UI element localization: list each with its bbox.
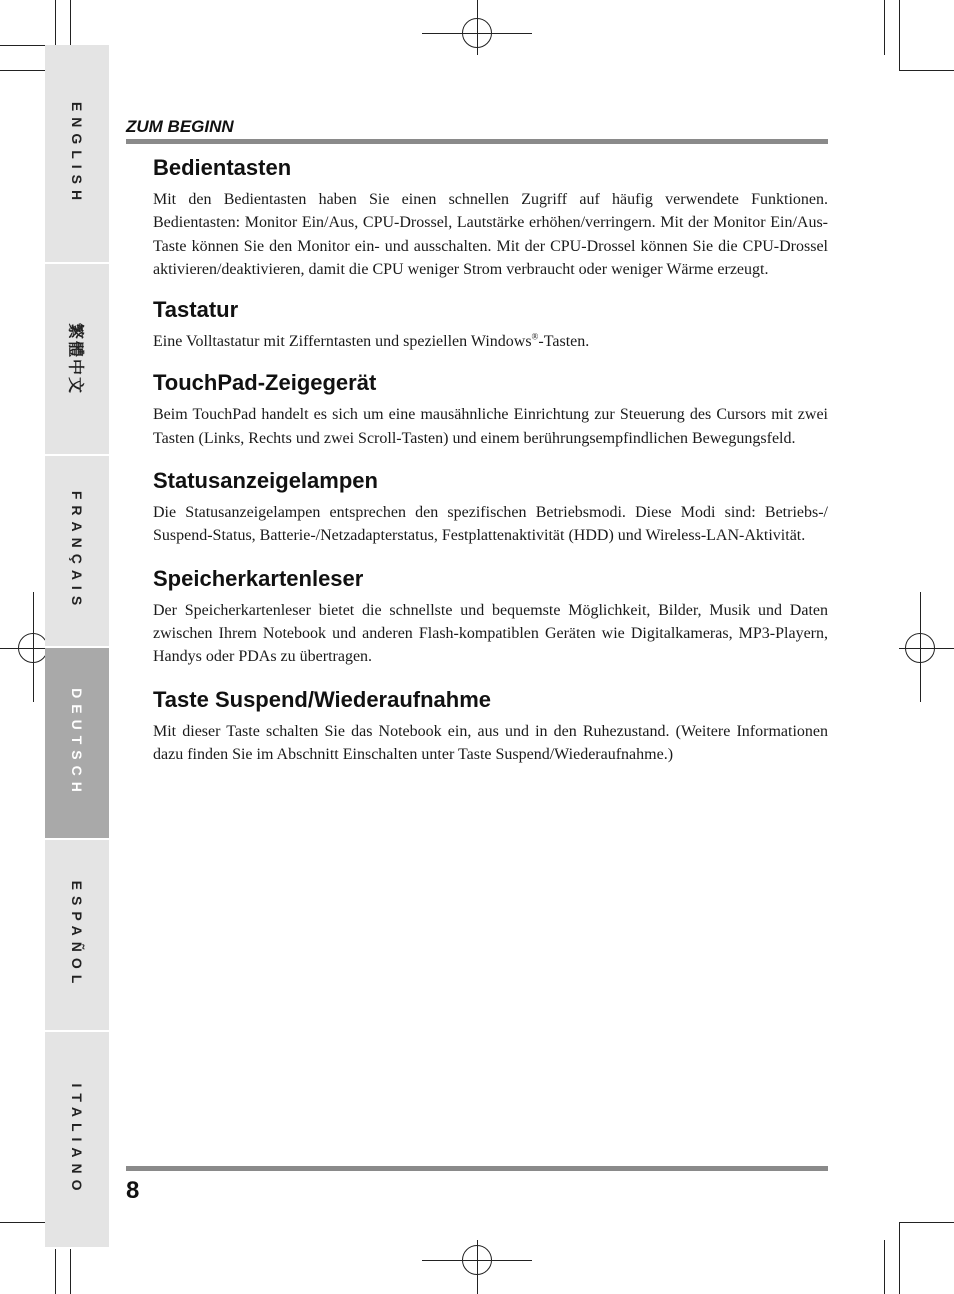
- section-body: Die Statusanzeigelampen entsprechen den spezifischen Betriebsmodi. Diese Modi sind: Betriebs-/ Suspend-Status, Batterie-/Netzadapterstatus, Festplattenaktivität (HDD) und Wireless-LAN-Aktivität.: [153, 504, 828, 545]
- tab-espanol: [45, 840, 109, 1032]
- tab-label: ESPAÑOL: [69, 880, 85, 990]
- section-heading: Speicherkartenleser: [153, 565, 364, 591]
- tab-francais: [45, 456, 109, 648]
- section-body: Der Speicherkartenleser bietet die schnellste und bequemste Möglichkeit, Bilder, Musik und Daten zwischen Ihrem Notebook und anderen Flash-kompatiblen Geräten wie Digitalkameras, MP3-Playern, Handys oder PDAs zu übertragen.: [153, 601, 828, 666]
- body-text: -Tasten.: [538, 333, 590, 351]
- tab-label: FRANÇAIS: [69, 490, 85, 612]
- section-heading: Statusanzeigelampen: [153, 468, 378, 494]
- section-heading: Bedientasten: [153, 155, 292, 180]
- tab-label: 繁體中文: [66, 322, 84, 396]
- section-body: Beim TouchPad handelt es sich um eine mausähnliche Einrichtung zur Steuerung des Cursors mit zwei Tasten (Links, Rechts und zwei Scroll-Tasten) und einem berührungsempfindlichen Bewegungsfeld.: [153, 406, 828, 447]
- section-speicherkartenleser: [153, 563, 828, 669]
- chapter-title: ZUM BEGINN: [126, 117, 234, 136]
- section-body: Mit den Bedientasten haben Sie einen schnellen Zugriff auf häufig verwendete Funktionen. Bedientasten: Monitor Ein/Aus, CPU-Drossel, Lautstärke erhöhen/verringern. Mit der Monitor Ein/Aus-Taste können Sie den Monitor ein- und ausschalten. Mit der CPU-Drossel können Sie die CPU-Drossel aktivieren/deaktivieren, damit die CPU weniger Strom verbraucht oder weniger Wärme erzeugt.: [153, 191, 828, 278]
- tab-label: ENGLISH: [69, 101, 85, 206]
- section-heading: Taste Suspend/Wiederaufnahme: [153, 686, 492, 712]
- language-tabs: [45, 45, 109, 1249]
- section-tastatur: [153, 294, 828, 353]
- section-touchpad: [153, 367, 828, 450]
- tab-traditional-chinese: [45, 264, 109, 456]
- section-body: [153, 330, 828, 353]
- tab-label: DEUTSCH: [69, 688, 85, 798]
- tab-label: ITALIANO: [69, 1082, 85, 1197]
- section-bedientasten: [153, 152, 828, 281]
- registered-mark: ®: [531, 331, 539, 342]
- tab-italiano: [45, 1032, 109, 1249]
- tab-deutsch: [45, 648, 109, 840]
- header-rule: [126, 139, 828, 144]
- section-heading: TouchPad-Zeigegerät: [153, 370, 377, 396]
- section-statusanzeigelampen: [153, 465, 828, 548]
- page-content: [153, 152, 828, 766]
- section-heading: Tastatur: [153, 297, 239, 323]
- section-body: Mit dieser Taste schalten Sie das Notebook ein, aus und in den Ruhezustand. (Weitere Informationen dazu finden Sie im Abschnitt Einschalten unter Taste Suspend/Wiederaufnahme.): [153, 722, 828, 763]
- footer-rule: [126, 1166, 828, 1171]
- page-number: 8: [126, 1177, 140, 1204]
- tab-english: [45, 45, 109, 264]
- section-taste-suspend: [153, 684, 828, 767]
- body-text: Eine Volltastatur mit Zifferntasten und speziellen Windows: [153, 333, 532, 351]
